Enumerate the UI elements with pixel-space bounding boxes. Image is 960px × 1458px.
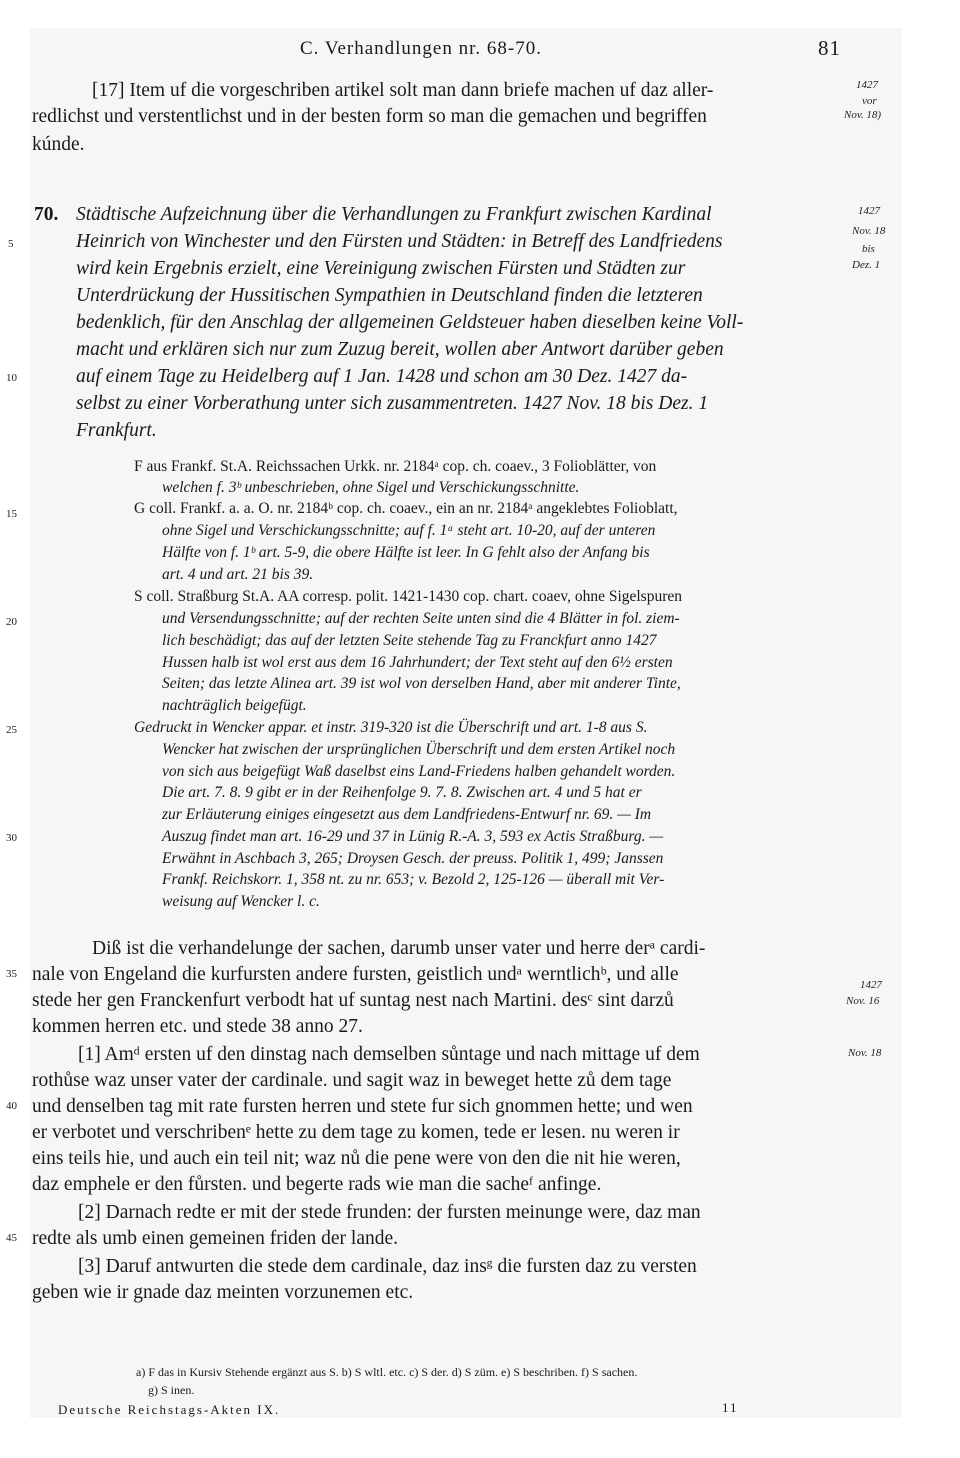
body-line: stede her gen Franckenfurt verbodt hat uf suntag nest nach Martini. desᶜ sint darzů [32,990,674,1011]
margin-date: 1427 [858,205,880,217]
line-number: 45 [6,1232,17,1244]
source-line: Wencker hat zwischen der ursprünglichen Überschrift und dem ersten Artikel noch [162,741,676,758]
footer-series-title: Deutsche Reichstags-Akten IX. [58,1402,281,1417]
footnote-line: g) S inen. [148,1383,195,1397]
line-number: 20 [6,616,17,628]
body-line: redte als umb einen gemeinen friden der lande. [32,1228,399,1249]
body-line: rothůse waz unser vater der cardinale. und sagit waz in beweget hette zů dem tage [32,1070,672,1091]
line-number: 30 [6,832,17,844]
source-line: welchen f. 3ᵇ unbeschrieben, ohne Sigel und Verschickungsschnitte. [162,479,580,496]
line-number: 15 [6,508,17,520]
source-line: ohne Sigel und Verschickungsschnitte; auf f. 1ᵃ steht art. 10-20, auf der unteren [162,522,656,539]
body-line: daz emphele er den fůrsten. und begerte rads wie man die sacheᶠ anfinge. [32,1174,602,1195]
source-line: Hussen halb ist wol erst aus dem 16 Jahrhundert; der Text steht auf den 6½ ersten [162,654,673,671]
source-line: Hälfte von f. 1ᵇ art. 5-9, die obere Hälfte ist leer. In G fehlt also der Anfang bis [162,544,650,561]
margin-date: Nov. 18) [844,109,882,121]
body-line: eins teils hie, und auch ein teil nit; waz nů die pene were von den die nit hie weren, [32,1148,681,1169]
regest-line: Unterdrückung der Hussitischen Sympathien in Deutschland finden die letzteren [76,285,703,306]
line-number: 35 [6,968,17,980]
body-line: geben wie ir gnade daz meinten vorzunemen etc. [32,1282,414,1303]
margin-date: bis [862,243,875,255]
line-number: 40 [6,1100,17,1112]
body-line: und denselben tag mit rate fursten herren und stete fur sich gnommen hette; und wen [32,1096,693,1117]
source-line: Die art. 7. 8. 9 gibt er in der Reihenfolge 9. 7. 8. Zwischen art. 4 und 5 hat er [162,784,642,801]
running-header: C. Verhandlungen nr. 68-70. [300,38,542,59]
regest-line: wird kein Ergebnis erzielt, eine Vereinigung zwischen Fürsten und Städten zur [76,258,686,279]
margin-date: vor [862,95,877,107]
source-line: S coll. Straßburg St.A. AA corresp. polit. 1421-1430 cop. chart. coaev, ohne Sigelspuren [134,588,683,605]
margin-date: Dez. 1 [852,259,881,271]
paragraph-line: [17] Item uf die vorgeschriben artikel solt man dann briefe machen uf daz aller- [92,80,714,101]
source-line: Frankf. Reichskorr. 1, 358 nt. zu nr. 653; v. Bezold 2, 125-126 — überall mit Ver- [162,871,665,888]
footnote-line: a) F das in Kursiv Stehende ergänzt aus S. b) S wltl. etc. c) S der. d) S züm. e) S beschriben. f) S sachen. [136,1365,638,1379]
regest-line: auf einem Tage zu Heidelberg auf 1 Jan. 1428 und schon am 30 Dez. 1427 da- [76,366,688,387]
section-number: 70. [34,204,59,225]
body-line: kommen herren etc. und stede 38 anno 27. [32,1016,363,1037]
source-line: Erwähnt in Aschbach 3, 265; Droysen Gesch. der preuss. Politik 1, 499; Janssen [162,850,664,867]
paragraph-line: redlichst und verstentlichst und in der besten form so man die gemachen und begriffen [32,106,707,127]
margin-date: 1427 [860,979,882,991]
body-line: [1] Amᵈ ersten uf den dinstag nach demselben sůntage und nach mittage uf dem [78,1044,700,1065]
line-number: 5 [8,238,14,250]
source-line: weisung auf Wencker l. c. [162,893,320,910]
margin-date: Nov. 16 [846,995,880,1007]
body-line: [2] Darnach redte er mit der stede frunden: der fursten meinunge were, daz man [78,1202,701,1223]
source-line: nachträglich beigefügt. [162,697,307,714]
regest-line: bedenklich, für den Anschlag der allgemeinen Geldsteuer haben dieselben keine Voll- [76,312,744,333]
source-line: lich beschädigt; das auf der letzten Seite stehende Tag zu Franckfurt anno 1427 [162,632,657,649]
source-line: G coll. Frankf. a. a. O. nr. 2184ᵇ cop. ch. coaev., ein an nr. 2184ᵃ angeklebtes Folioblatt, [134,500,678,517]
source-line: art. 4 und art. 21 bis 39. [162,566,314,583]
body-line: [3] Daruf antwurten die stede dem cardinale, daz insᵍ die fursten daz zu versten [78,1256,697,1277]
margin-date: 1427 [856,79,878,91]
source-line: Auszug findet man art. 16-29 und 37 in Lünig R.-A. 3, 593 ex Actis Straßburg. — [162,828,664,845]
paragraph-line: kúnde. [32,134,85,155]
source-line: Gedruckt in Wencker appar. et instr. 319-320 ist die Überschrift und art. 1-8 aus S. [134,719,648,736]
page-number: 81 [818,36,841,60]
regest-line: Städtische Aufzeichnung über die Verhandlungen zu Frankfurt zwischen Kardinal [76,204,712,225]
line-number: 25 [6,724,17,736]
margin-date: Nov. 18 [852,225,886,237]
body-line: nale von Engeland die kurfursten andere fursten, geistlich undᵃ werntlichᵇ, und alle [32,964,679,985]
regest-line: selbst zu einer Vorberathung unter sich zusammentreten. 1427 Nov. 18 bis Dez. 1 [76,393,709,414]
source-line: F aus Frankf. St.A. Reichssachen Urkk. nr. 2184ᵃ cop. ch. coaev., 3 Folioblätter, von [134,458,657,475]
source-line: und Versendungsschnitte; auf der rechten Seite unten sind die 4 Blätter in fol. ziem- [162,610,680,627]
footer-signature: 11 [722,1400,739,1415]
source-line: zur Erläuterung einiges eingesetzt aus dem Landfriedens-Entwurf nr. 69. — Im [162,806,652,823]
regest-line: macht und erklären sich nur zum Zuzug bereit, wollen aber Antwort darüber geben [76,339,724,360]
source-line: von sich aus beigefügt Waß daselbst eins Land-Friedens halben gehandelt worden. [162,763,676,780]
regest-line: Heinrich von Winchester und den Fürsten und Städten: in Betreff des Landfriedens [76,231,723,252]
body-line: Diß ist die verhandelunge der sachen, darumb unser vater und herre derᵃ cardi- [92,938,706,959]
line-number: 10 [6,372,17,384]
regest-line: Frankfurt. [76,420,157,441]
source-line: Seiten; das letzte Alinea art. 39 ist wol von derselben Hand, aber mit anderer Tinte, [162,675,681,692]
body-line: er verbotet und verschribenᵉ hette zu dem tage zu komen, tede er lesen. nu weren ir [32,1122,680,1143]
margin-date: Nov. 18 [848,1047,882,1059]
